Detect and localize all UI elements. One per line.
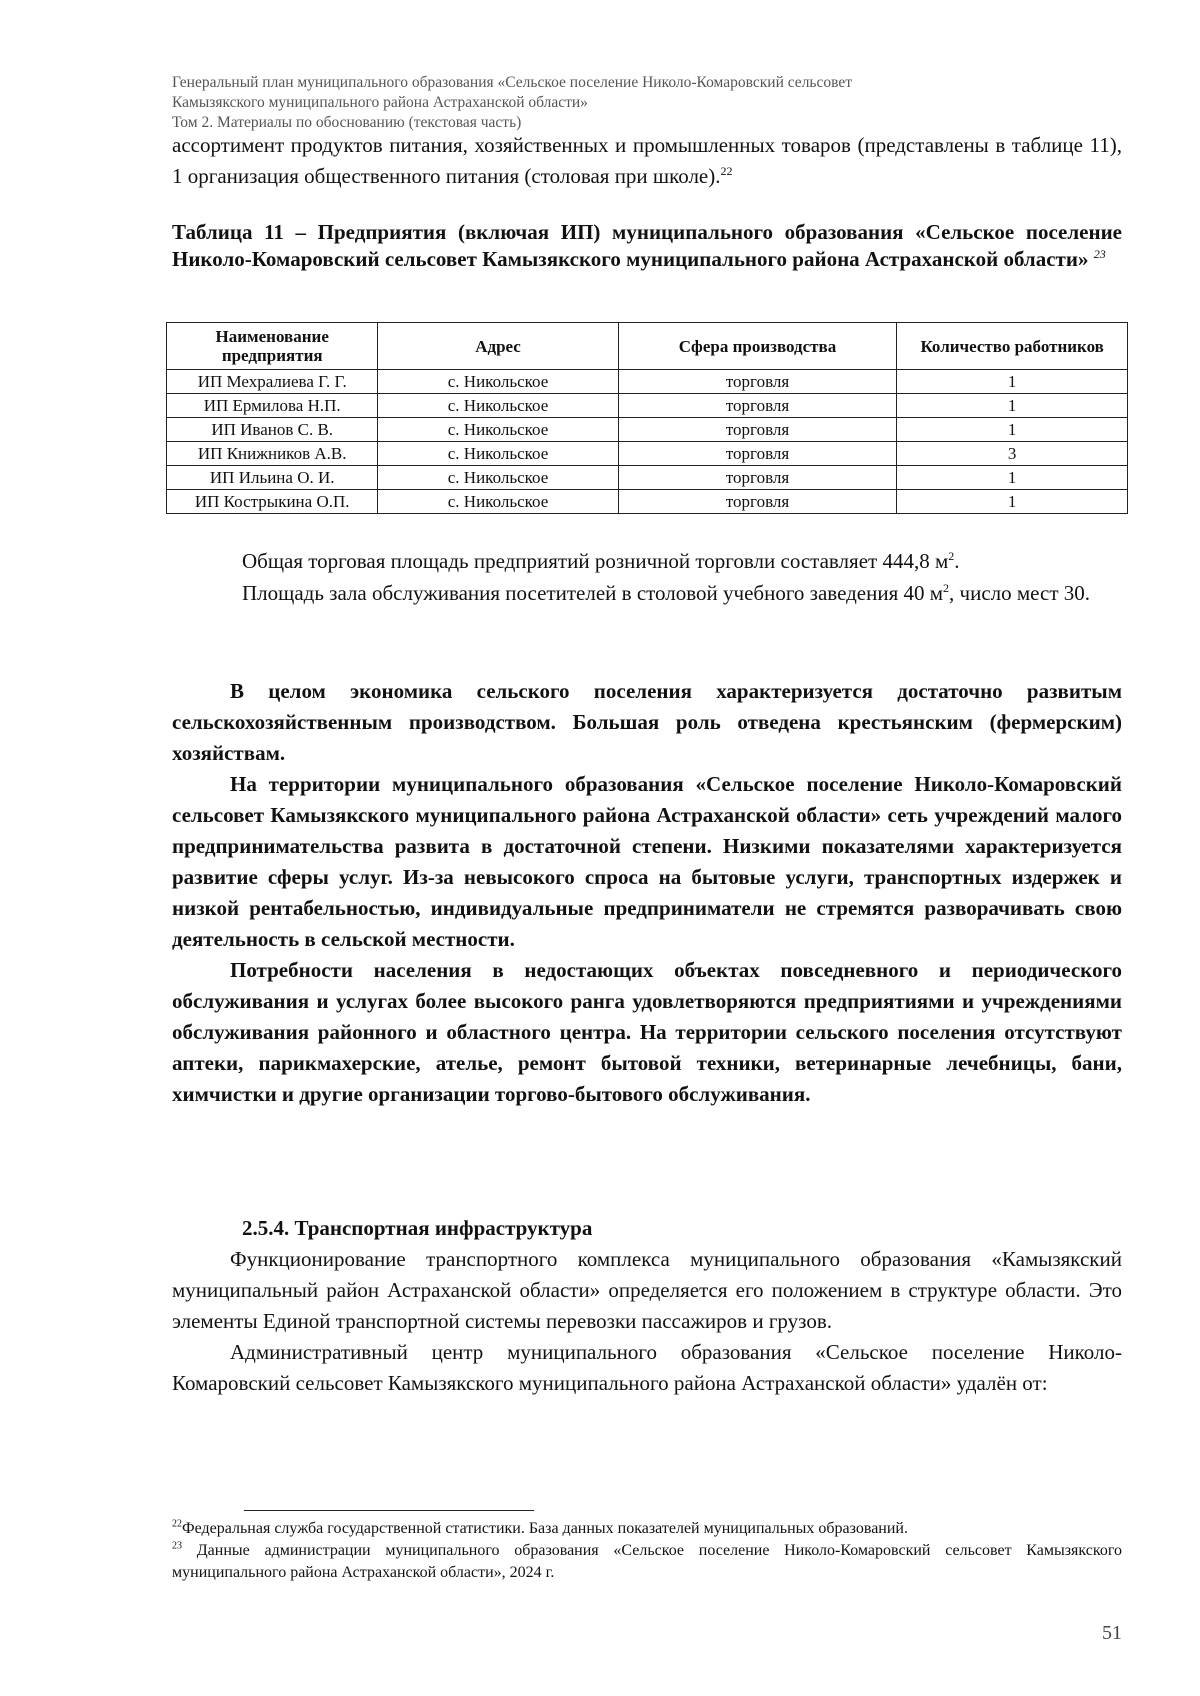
footnotes bbox=[172, 1518, 1122, 1584]
trade-area-paragraph bbox=[172, 546, 1122, 577]
cell-workers: 1 bbox=[897, 466, 1128, 490]
col-header-address: Адрес bbox=[378, 323, 618, 370]
cell-address: с. Никольское bbox=[378, 370, 618, 394]
cell-address: с. Никольское bbox=[378, 490, 618, 514]
enterprises-table bbox=[166, 322, 1128, 514]
table-caption-text: Таблица 11 – Предприятия (включая ИП) муниципального образования «Сельское поселение Николо-Комаровский сельсовет Камызякского муниципального района Астраханской области» bbox=[172, 220, 1122, 271]
cell-workers: 1 bbox=[897, 394, 1128, 418]
footnote-ref-22: 22 bbox=[720, 164, 733, 178]
header-line-2: Камызякского муниципального района Астраханской области» bbox=[172, 94, 588, 111]
dining-area-paragraph bbox=[172, 578, 1122, 609]
superscript: 2 bbox=[943, 581, 950, 595]
footnote-separator bbox=[244, 1510, 534, 1511]
cell-workers: 1 bbox=[897, 418, 1128, 442]
cell-address: с. Никольское bbox=[378, 442, 618, 466]
cell-workers: 1 bbox=[897, 490, 1128, 514]
col-header-workers: Количество работников bbox=[897, 323, 1128, 370]
header-line-1: Генеральный план муниципального образования «Сельское поселение Николо-Комаровский сельсовет bbox=[172, 74, 853, 91]
footnote-text: Федеральная служба государственной статистики. База данных показателей муниципальных образований. bbox=[182, 1520, 908, 1537]
table-row bbox=[167, 466, 1128, 490]
cell-name: ИП Книжников А.В. bbox=[167, 442, 378, 466]
cell-address: с. Никольское bbox=[378, 466, 618, 490]
cell-name: ИП Иванов С. В. bbox=[167, 418, 378, 442]
table-header-row bbox=[167, 323, 1128, 370]
dining-area-text: Площадь зала обслуживания посетителей в столовой учебного заведения 40 м bbox=[242, 581, 944, 605]
footnote-number: 22 bbox=[172, 1518, 182, 1530]
table-row bbox=[167, 490, 1128, 514]
bold-paragraph-2: На территории муниципального образования «Сельское поселение Николо-Комаровский сельсовет Камызякского муниципального района Астраханской области» сеть учреждений малого предпринимательства развита в достаточной степени. Низкими показателями характеризуется развитие сферы услуг. Из-за невысокого спроса на бытовые услуги, транспортных издержек и низкой рентабельностью, индивидуальные предприниматели не стремятся разворачивать свою деятельность в сельской местности. bbox=[172, 772, 1122, 951]
page-number: 51 bbox=[1102, 1622, 1122, 1644]
table-row bbox=[167, 394, 1128, 418]
running-header bbox=[172, 73, 1122, 133]
cell-sphere: торговля bbox=[618, 466, 897, 490]
table-caption bbox=[172, 219, 1122, 273]
footnote-text: Данные администрации муниципального образования «Сельское поселение Николо-Комаровский сельсовет Камызякского муниципального района Астраханской области», 2024 г. bbox=[172, 1542, 1123, 1581]
cell-sphere: торговля bbox=[618, 442, 897, 466]
trade-area-end: . bbox=[954, 549, 960, 573]
header-line-3: Том 2. Материалы по обоснованию (текстовая часть) bbox=[172, 114, 522, 131]
trade-area-text: Общая торговая площадь предприятий розничной торговли составляет 444,8 м bbox=[242, 549, 949, 573]
intro-paragraph bbox=[172, 130, 1122, 192]
footnote-ref-23: 23 bbox=[1093, 247, 1106, 261]
footnote-23 bbox=[172, 1540, 1122, 1584]
cell-sphere: торговля bbox=[618, 490, 897, 514]
superscript: 2 bbox=[948, 549, 955, 563]
cell-address: с. Никольское bbox=[378, 394, 618, 418]
section-paragraph-2: Административный центр муниципального образования «Сельское поселение Николо-Комаровский сельсовет Камызякского муниципального района Астраханской области» удалён от: bbox=[172, 1340, 1122, 1395]
intro-text: ассортимент продуктов питания, хозяйственных и промышленных товаров (представлены в таблице 11), 1 организация общественного питания (столовая при школе). bbox=[172, 133, 1122, 188]
cell-sphere: торговля bbox=[618, 370, 897, 394]
cell-name: ИП Ильина О. И. bbox=[167, 466, 378, 490]
dining-area-end: , число мест 30. bbox=[949, 581, 1091, 605]
table-row bbox=[167, 442, 1128, 466]
footnote-number: 23 bbox=[172, 1540, 182, 1552]
section-2-5-4 bbox=[172, 1213, 1122, 1399]
section-title: 2.5.4. Транспортная инфраструктура bbox=[242, 1216, 593, 1240]
cell-workers: 1 bbox=[897, 370, 1128, 394]
col-header-sphere: Сфера производства bbox=[618, 323, 897, 370]
table-row bbox=[167, 370, 1128, 394]
cell-name: ИП Кострыкина О.П. bbox=[167, 490, 378, 514]
cell-workers: 3 bbox=[897, 442, 1128, 466]
cell-name: ИП Мехралиева Г. Г. bbox=[167, 370, 378, 394]
table-row bbox=[167, 418, 1128, 442]
cell-sphere: торговля bbox=[618, 418, 897, 442]
cell-sphere: торговля bbox=[618, 394, 897, 418]
section-paragraph-1: Функционирование транспортного комплекса муниципального образования «Камызякский муниципальный район Астраханской области» определяется его положением в структуре области. Это элементы Единой транспортной системы перевозки пассажиров и грузов. bbox=[172, 1247, 1122, 1333]
cell-name: ИП Ермилова Н.П. bbox=[167, 394, 378, 418]
bold-paragraph-3: Потребности населения в недостающих объектах повседневного и периодического обслуживания и услугах более высокого ранга удовлетворяются предприятиями и учреждениями обслуживания районного и областного центра. На территории сельского поселения отсутствуют аптеки, парикмахерские, ателье, ремонт бытовой техники, ветеринарные лечебницы, бани, химчистки и другие организации торгово-бытового обслуживания. bbox=[172, 958, 1122, 1106]
footnote-22 bbox=[172, 1518, 1122, 1540]
cell-address: с. Никольское bbox=[378, 418, 618, 442]
economy-paragraphs bbox=[172, 676, 1122, 1110]
col-header-name: Наименование предприятия bbox=[167, 323, 378, 370]
bold-paragraph-1: В целом экономика сельского поселения характеризуется достаточно развитым сельскохозяйственным производством. Большая роль отведена крестьянским (фермерским) хозяйствам. bbox=[172, 679, 1122, 765]
